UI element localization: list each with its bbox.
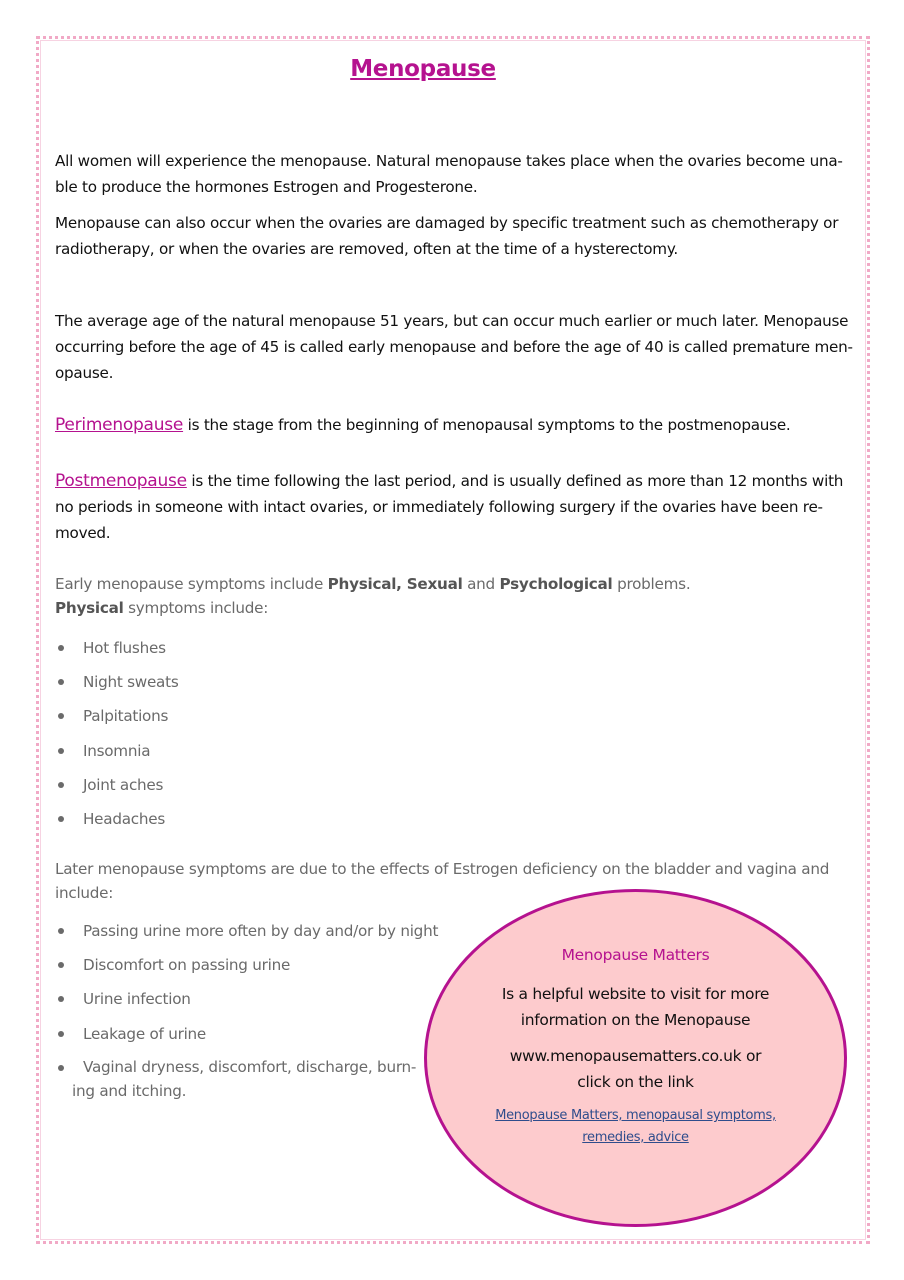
bullet-icon xyxy=(58,645,64,651)
list-item: Discomfort on passing urine xyxy=(55,952,423,986)
list-item: Urine infection xyxy=(55,986,423,1020)
bullet-icon xyxy=(58,1031,64,1037)
average-age-paragraph: The average age of the natural menopause 51 years, but can occur much earlier or much later. Menopause occurring before the age of 45 is called early menopause and before the age of 40 is called premature men-opause. xyxy=(55,312,853,382)
perimenopause-term: Perimenopause xyxy=(55,415,184,435)
bullet-icon xyxy=(58,816,64,822)
list-item: Insomnia xyxy=(55,738,455,772)
early-intro-bold-1: Physical, Sexual xyxy=(327,575,463,593)
list-item: Joint aches xyxy=(55,772,455,806)
later-symptoms-list xyxy=(55,918,439,1103)
early-symptoms-intro xyxy=(55,572,855,620)
early-intro-and: and xyxy=(462,575,500,593)
link-line-1[interactable]: Menopause Matters, menopausal symptoms, xyxy=(495,1108,776,1123)
page-title: Menopause xyxy=(350,56,496,82)
causes-paragraph: Menopause can also occur when the ovaries are damaged by specific treatment such as chemotherapy or radiotherapy, or when the ovaries are removed, often at the time of a hysterectomy. xyxy=(55,214,839,258)
list-item: Hot flushes xyxy=(55,635,455,669)
list-item: Headaches xyxy=(55,806,455,840)
list-item: Passing urine more often by day and/or by night xyxy=(55,918,503,952)
bullet-icon xyxy=(58,1065,64,1071)
list-item: Night sweats xyxy=(55,669,455,703)
link-line-2[interactable]: remedies, advice xyxy=(582,1130,689,1145)
perimenopause-text: is the stage from the beginning of menopausal symptoms to the postmenopause. xyxy=(183,416,791,434)
bullet-icon xyxy=(58,996,64,1002)
physical-suffix: symptoms include: xyxy=(123,599,269,617)
bullet-icon xyxy=(58,782,64,788)
later-symptoms-intro: Later menopause symptoms are due to the effects of Estrogen deficiency on the bladder and vagina and include: xyxy=(55,860,830,902)
physical-label: Physical xyxy=(55,599,124,617)
perimenopause-definition xyxy=(55,412,855,438)
callout-line-3: www.menopausematters.co.uk or xyxy=(509,1047,762,1065)
menopause-matters-link[interactable] xyxy=(424,1105,847,1149)
callout-website xyxy=(424,1043,847,1095)
list-item: Leakage of urine xyxy=(55,1021,423,1055)
bullet-icon xyxy=(58,679,64,685)
postmenopause-definition xyxy=(55,468,855,546)
postmenopause-term: Postmenopause xyxy=(55,471,187,491)
early-intro-suffix: problems. xyxy=(612,575,691,593)
early-intro-bold-2: Psychological xyxy=(499,575,613,593)
callout-description xyxy=(424,981,847,1033)
list-item: Palpitations xyxy=(55,703,455,737)
bullet-icon xyxy=(58,748,64,754)
postmenopause-text: is the time following the last period, and is usually defined as more than 12 months with no periods in someone with intact ovaries, or immediately following surgery if the ovaries have been re-moved. xyxy=(55,472,844,542)
list-item: Vaginal dryness, discomfort, discharge, burn-ing and itching. xyxy=(55,1055,423,1103)
callout-title: Menopause Matters xyxy=(561,946,710,964)
early-intro-prefix: Early menopause symptoms include xyxy=(55,575,328,593)
bullet-icon xyxy=(58,962,64,968)
bullet-icon xyxy=(58,713,64,719)
callout-line-4: click on the link xyxy=(577,1073,694,1091)
intro-paragraph: All women will experience the menopause. Natural menopause takes place when the ovaries become una-ble to produce the hormones Estrogen and Progesterone. xyxy=(55,152,843,196)
callout-line-2: information on the Menopause xyxy=(520,1011,751,1029)
bullet-icon xyxy=(58,928,64,934)
callout-line-1: Is a helpful website to visit for more xyxy=(501,985,770,1003)
physical-symptoms-list xyxy=(55,635,455,840)
